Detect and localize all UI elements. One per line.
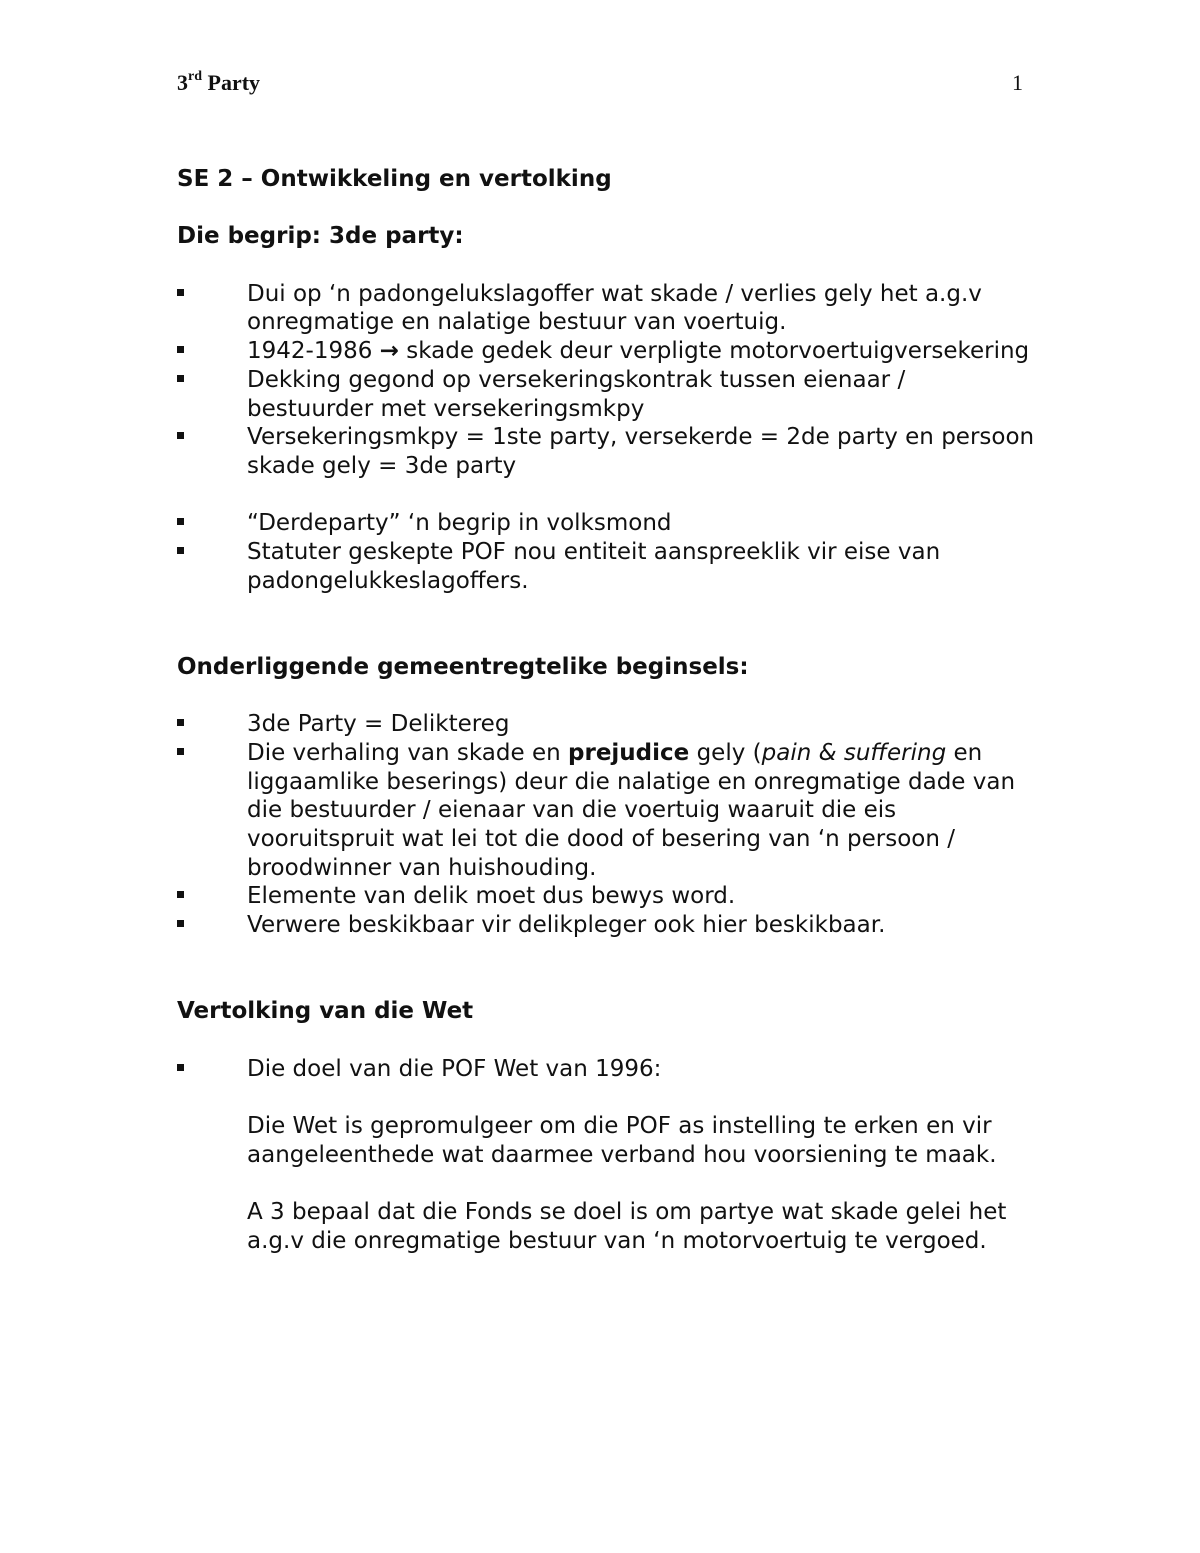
bullet-square-icon — [177, 375, 184, 382]
bullet-square-icon — [177, 346, 184, 353]
running-title-superscript: rd — [188, 68, 202, 84]
list-item-text: Elemente van delik moet dus bewys word. — [247, 883, 736, 910]
list-item — [177, 739, 1037, 883]
list-item — [177, 509, 1037, 538]
page-number: 1 — [1012, 70, 1023, 95]
bullet-list-beginsels — [177, 710, 1037, 940]
bullet-square-icon — [177, 748, 184, 755]
document-title: SE 2 – Ontwikkeling en vertolking — [177, 166, 612, 192]
italic-term: pain & suffering — [761, 739, 947, 766]
paragraph-artikel-3: A 3 bepaal dat die Fonds se doel is om partye wat skade gelei het a.g.v die onregmatige bestuur van ‘n motorvoertuig te vergoed. — [247, 1199, 1007, 1254]
document-body — [177, 165, 1037, 1256]
list-item-text: Verwere beskikbaar vir delikpleger ook hier beskikbaar. — [247, 912, 886, 939]
bullet-list-begrip-b — [177, 509, 1037, 595]
bullet-square-icon — [177, 891, 184, 898]
list-item-text: Dui op ‘n padongelukslagoffer wat skade / verlies gely het a.g.v onregmatige en nalatige bestuur van voertuig. — [247, 280, 982, 336]
bullet-square-icon — [177, 719, 184, 726]
bullet-square-icon — [177, 920, 184, 927]
list-item — [177, 366, 1037, 423]
list-item-text: en liggaamlike beserings) deur die nalatige en onregmatige dade van die bestuurder / eienaar van die voertuig waaruit die eis vooruitspruit wat lei tot die dood of besering van ‘n persoon / broodwinner van huishouding. — [247, 739, 1016, 881]
list-item — [177, 882, 1037, 911]
list-item — [177, 538, 1037, 595]
list-item — [177, 710, 1037, 739]
list-item-text: Die doel van die POF Wet van 1996: — [247, 1055, 662, 1082]
list-item-text: “Derdeparty” ‘n begrip in volksmond — [247, 510, 672, 537]
section-heading-begrip: Die begrip: 3de party: — [177, 223, 464, 250]
list-item-text: gely ( — [689, 739, 762, 766]
running-title — [177, 70, 260, 96]
section-heading-vertolking: Vertolking van die Wet — [177, 998, 474, 1025]
bullet-list-vertolking — [177, 1055, 1037, 1084]
list-item-text: skade gedek deur verpligte motorvoertuigversekering — [398, 338, 1030, 365]
arrow-right-icon: → — [379, 338, 399, 365]
bullet-square-icon — [177, 289, 184, 296]
list-item — [177, 911, 1037, 940]
list-item-text: Versekeringsmkpy = 1ste party, versekerde = 2de party en persoon skade gely = 3de party — [247, 424, 1035, 479]
page-header — [177, 70, 1023, 102]
bullet-list-begrip-a — [177, 280, 1037, 481]
bullet-square-icon — [177, 432, 184, 439]
list-item-text: Dekking gegond op versekeringskontrak tussen eienaar / bestuurder met versekeringsmkpy — [247, 366, 906, 422]
list-item — [177, 337, 1037, 366]
paragraph-wet: Die Wet is gepromulgeer om die POF as instelling te erken en vir aangeleenthede wat daarmee verband hou voorsiening te maak. — [247, 1113, 997, 1168]
list-item-text: Die verhaling van skade en — [247, 739, 569, 766]
section-heading-beginsels: Onderliggende gemeentregtelike beginsels: — [177, 653, 749, 680]
bullet-square-icon — [177, 1064, 184, 1071]
bold-term: prejudice — [568, 739, 690, 766]
list-item-text: Statuter geskepte POF nou entiteit aanspreeklik vir eise van padongelukkeslagoffers. — [247, 539, 941, 594]
list-item-text: 1942-1986 — [247, 338, 380, 365]
list-item — [177, 1055, 1037, 1084]
running-title-rest: Party — [202, 70, 261, 95]
list-item — [177, 423, 1037, 480]
list-item — [177, 280, 1037, 337]
list-item-text: 3de Party = Deliktereg — [247, 711, 510, 738]
bullet-square-icon — [177, 547, 184, 554]
running-title-base: 3 — [177, 70, 188, 95]
bullet-square-icon — [177, 518, 184, 525]
